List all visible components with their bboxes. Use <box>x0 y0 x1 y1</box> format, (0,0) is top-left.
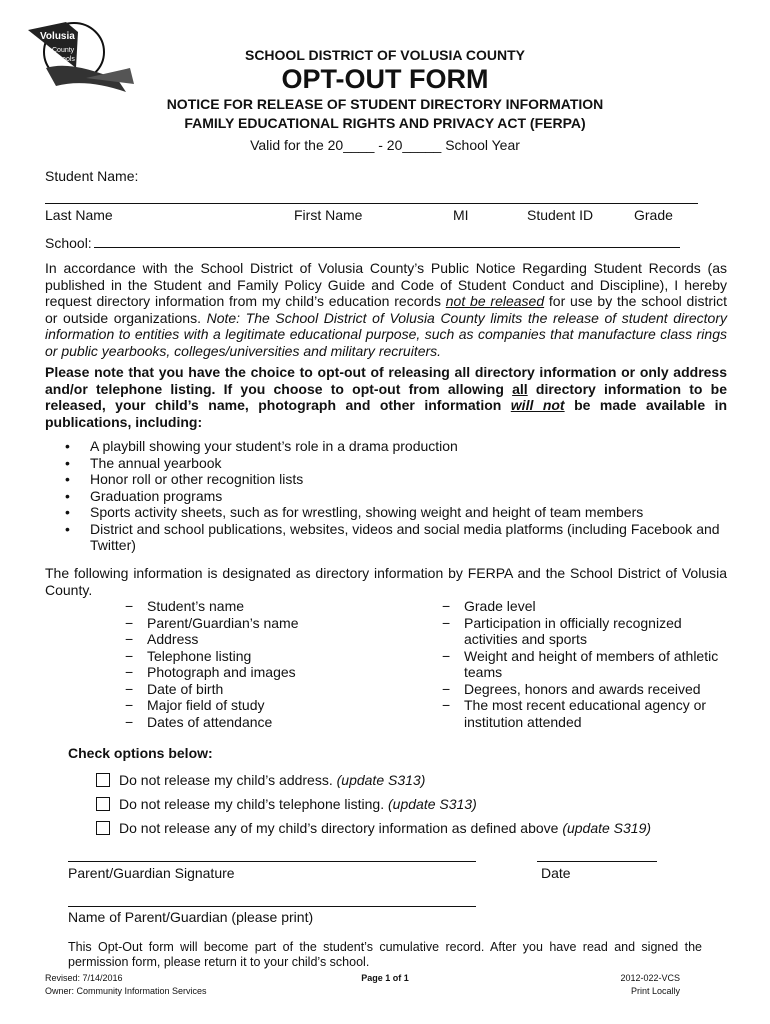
logo-text-schools: Schools <box>50 56 75 63</box>
list-item: • Honor roll or other recognition lists <box>45 471 727 488</box>
district-name: SCHOOL DISTRICT OF VOLUSIA COUNTY <box>244 47 525 63</box>
mi-label: MI <box>453 207 469 223</box>
will-not-emphasis: will not <box>510 397 565 413</box>
list-item: − Student’s name <box>125 598 385 615</box>
list-item: − Telephone listing <box>125 648 385 665</box>
footer-owner: Owner: Community Information Services <box>45 986 207 996</box>
not-released-emphasis: not be released <box>445 293 545 309</box>
option-label: Do not release any of my child’s directory information as defined above <box>119 820 563 836</box>
list-item: − Photograph and images <box>125 664 385 681</box>
footer-form-code: 2012-022-VCS <box>620 973 680 983</box>
intro-paragraph <box>45 260 727 359</box>
list-item: − Weight and height of members of athletic teams <box>442 648 727 681</box>
logo-text-county: County <box>52 47 75 54</box>
list-item: − Parent/Guardian’s name <box>125 615 385 632</box>
last-name-label: Last Name <box>45 207 113 223</box>
date-label: Date <box>541 865 571 881</box>
intro-text-2: for use by the school district or outside organizations. <box>45 293 727 326</box>
publications-list <box>45 438 727 554</box>
list-item: − Grade level <box>442 598 727 615</box>
list-item: − Address <box>125 631 385 648</box>
list-item: • A playbill showing your student’s role in a drama production <box>45 438 727 455</box>
opt-out-telephone-checkbox[interactable] <box>96 797 110 816</box>
parent-signature-label: Parent/Guardian Signature <box>68 865 235 881</box>
logo-text-volusia: Volusia <box>40 31 75 42</box>
print-name-label: Name of Parent/Guardian (please print) <box>68 909 314 925</box>
please-note-paragraph <box>45 364 727 430</box>
closing-paragraph: This Opt-Out form will become part of the student’s cumulative record. After you have read and signed the permission form, please return it to your child’s school. <box>68 940 702 969</box>
opt-out-address-checkbox[interactable] <box>96 773 110 792</box>
student-name-line[interactable] <box>45 203 698 204</box>
notice-line-1: NOTICE FOR RELEASE OF STUDENT DIRECTORY INFORMATION <box>166 96 604 112</box>
please-note-text-1: Please note that you have the choice to opt-out of releasing all directory information or only address and/or telephone listing. If you choose to opt-out from allowing <box>45 364 727 397</box>
option-code: (update S313) <box>336 772 426 788</box>
checkbox-box[interactable] <box>96 773 110 787</box>
student-id-label: Student ID <box>527 207 594 223</box>
school-line[interactable] <box>94 247 680 248</box>
school-label: School: <box>45 235 92 251</box>
notice-heading <box>0 95 770 133</box>
check-options-heading: Check options below: <box>68 745 213 761</box>
option-label: Do not release my child’s address. <box>119 772 337 788</box>
please-note-text-2: directory information to be released, your child’s name, photograph and other information <box>45 380 727 413</box>
list-item: • District and school publications, websites, videos and social media platforms (including Facebook and Twitter) <box>45 521 727 554</box>
list-item: − Participation in officially recognized activities and sports <box>442 615 727 648</box>
opt-out-telephone-label <box>119 796 477 813</box>
notice-line-2: FAMILY EDUCATIONAL RIGHTS AND PRIVACY ACT (FERPA) <box>184 115 586 131</box>
opt-out-address-label <box>119 772 425 789</box>
first-name-label: First Name <box>294 207 363 223</box>
list-item: − Date of birth <box>125 681 385 698</box>
checkbox-box[interactable] <box>96 821 110 835</box>
option-code: (update S313) <box>388 796 477 812</box>
list-item: • Sports activity sheets, such as for wrestling, showing weight and height of team members <box>45 504 727 521</box>
list-item: − Degrees, honors and awards received <box>442 681 727 698</box>
form-title: OPT-OUT FORM <box>281 64 489 94</box>
opt-out-all-checkbox[interactable] <box>96 821 110 840</box>
intro-text-1: In accordance with the School District of Volusia County’s Public Notice Regarding Student Records (as published in the Student and Family Policy Guide and Code of Student Conduct and Discipline), I hereby request directory information from my child’s education records <box>45 260 727 309</box>
option-code: (update S319) <box>562 820 652 836</box>
option-label: Do not release my child’s telephone listing. <box>119 796 389 812</box>
date-line[interactable] <box>537 861 657 862</box>
list-item: • The annual yearbook <box>45 455 727 472</box>
directory-intro: The following information is designated as directory information by FERPA and the School District of Volusia County. <box>45 565 727 598</box>
grade-label: Grade <box>634 207 673 223</box>
intro-note: Note: The School District of Volusia County limits the release of student directory information to entities with a legitimate educational purpose, such as companies that manufacture class rings or public yearbooks, colleges/universities and military recruiters. <box>45 309 727 359</box>
opt-out-all-label <box>119 820 651 837</box>
checkbox-box[interactable] <box>96 797 110 811</box>
please-note-text-3: be made available in publications, including: <box>45 397 728 430</box>
footer-print-locally: Print Locally <box>630 986 680 996</box>
print-name-line[interactable] <box>68 906 476 907</box>
student-name-label: Student Name: <box>45 168 139 184</box>
footer-page-number: Page 1 of 1 <box>361 973 409 983</box>
directory-list-left <box>125 598 385 730</box>
list-item: − Major field of study <box>125 697 385 714</box>
list-item: • Graduation programs <box>45 488 727 505</box>
all-emphasis: all <box>512 380 528 397</box>
list-item: − The most recent educational agency or institution attended <box>442 697 727 730</box>
signature-line[interactable] <box>68 861 476 862</box>
list-item: − Dates of attendance <box>125 714 385 731</box>
directory-list-right <box>442 598 727 730</box>
footer-revised: Revised: 7/14/2016 <box>45 973 123 983</box>
valid-school-year: Valid for the 20____ - 20_____ School Year <box>250 137 520 153</box>
